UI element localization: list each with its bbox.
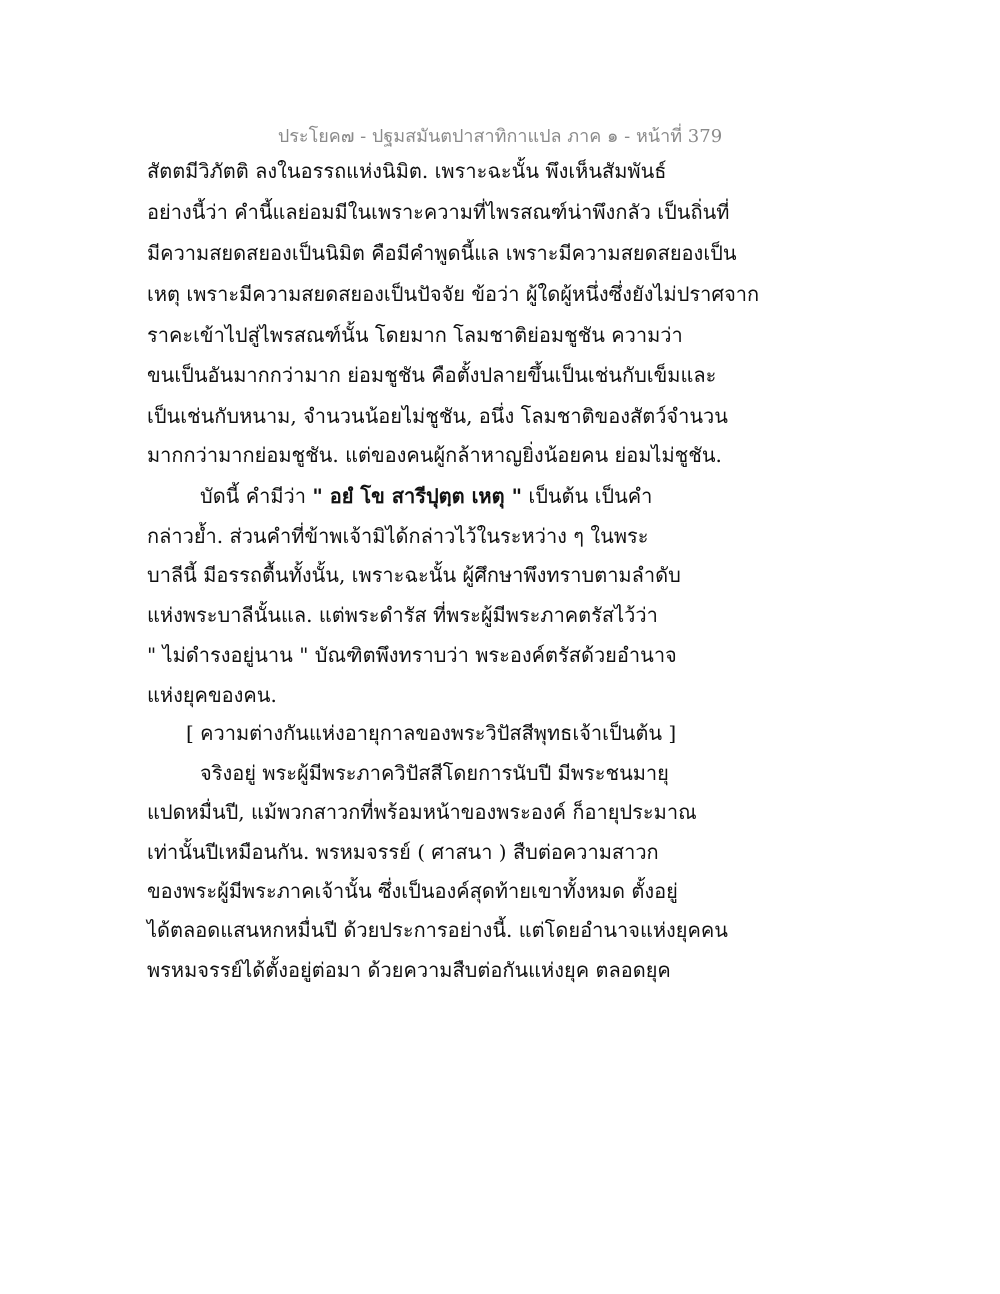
text-span: เป็นต้น เป็นคำ (522, 484, 653, 508)
text-line: แปดหมื่นปี, แม้พวกสาวกที่พร้อมหน้าของพระองค์ ก็อายุประมาณ (147, 800, 697, 824)
text-line: กล่าวย้ำ. ส่วนคำที่ข้าพเจ้ามิได้กล่าวไว้ในระหว่าง ๆ ในพระ (147, 524, 649, 548)
text-line: ของพระผู้มีพระภาคเจ้านั้น ซึ่งเป็นองค์สุดท้ายเขาทั้งหมด ตั้งอยู่ (147, 879, 678, 903)
section-heading: [ ความต่างกันแห่งอายุกาลของพระวิปัสสีพุทธเจ้าเป็นต้น ] (186, 721, 677, 745)
text-line: มีความสยดสยองเป็นนิมิต คือมีคำพูดนี้แล เพราะมีความสยดสยองเป็น (147, 241, 737, 265)
text-line: ขนเป็นอันมากกว่ามาก ย่อมชูชัน คือตั้งปลายขึ้นเป็นเช่นกับเข็มและ (147, 363, 717, 387)
text-line: แห่งพระบาลีนั้นแล. แต่พระดำรัส ที่พระผู้มีพระภาคตรัสไว้ว่า (147, 603, 658, 627)
pali-quote: " อยํ โข สารีปุตฺต เหตุ " (312, 484, 522, 508)
text-line: สัตตมีวิภัตติ ลงในอรรถแห่งนิมิต. เพราะฉะนั้น พึงเห็นสัมพันธ์ (147, 159, 667, 183)
page-header: ประโยค๗ - ปฐมสมันตปาสาทิกาแปล ภาค ๑ - หน้าที่ 379 (277, 126, 723, 147)
text-line: มากกว่ามากย่อมชูชัน. แต่ของคนผู้กล้าหาญยิ่งน้อยคน ย่อมไม่ชูชัน. (147, 443, 722, 467)
text-line: อย่างนี้ว่า คำนี้แลย่อมมีในเพราะความที่ไพรสณฑ์น่าพึงกลัว เป็นถิ่นที่ (147, 200, 730, 224)
text-line: จริงอยู่ พระผู้มีพระภาควิปัสสีโดยการนับปี มีพระชนมายุ (200, 761, 669, 785)
paragraph-first-line (200, 482, 652, 510)
text-line: " ไม่ดำรงอยู่นาน " บัณฑิตพึงทราบว่า พระองค์ตรัสด้วยอำนาจ (147, 643, 677, 667)
text-line: เท่านั้นปีเหมือนกัน. พรหมจรรย์ ( ศาสนา ) สืบต่อความสาวก (147, 840, 659, 864)
text-line: บาลีนี้ มีอรรถตื้นทั้งนั้น, เพราะฉะนั้น ผู้ศึกษาพึงทราบตามลำดับ (147, 563, 681, 587)
text-line: เหตุ เพราะมีความสยดสยองเป็นปัจจัย ข้อว่า ผู้ใดผู้หนึ่งซึ่งยังไม่ปราศจาก (147, 282, 760, 306)
text-span: บัดนี้ คำมีว่า (200, 484, 313, 508)
text-line: พรหมจรรย์ได้ตั้งอยู่ต่อมา ด้วยความสืบต่อกันแห่งยุค ตลอดยุค (147, 958, 671, 982)
text-line: แห่งยุคของคน. (147, 683, 277, 707)
text-line: ได้ตลอดแสนหกหมื่นปี ด้วยประการอย่างนี้. แต่โดยอำนาจแห่งยุคคน (147, 918, 728, 942)
text-line: เป็นเช่นกับหนาม, จำนวนน้อยไม่ชูชัน, อนึ่ง โลมชาติของสัตว์จำนวน (147, 404, 728, 428)
text-line: ราคะเข้าไปสู่ไพรสณฑ์นั้น โดยมาก โลมชาติย่อมชูชัน ความว่า (147, 323, 683, 347)
